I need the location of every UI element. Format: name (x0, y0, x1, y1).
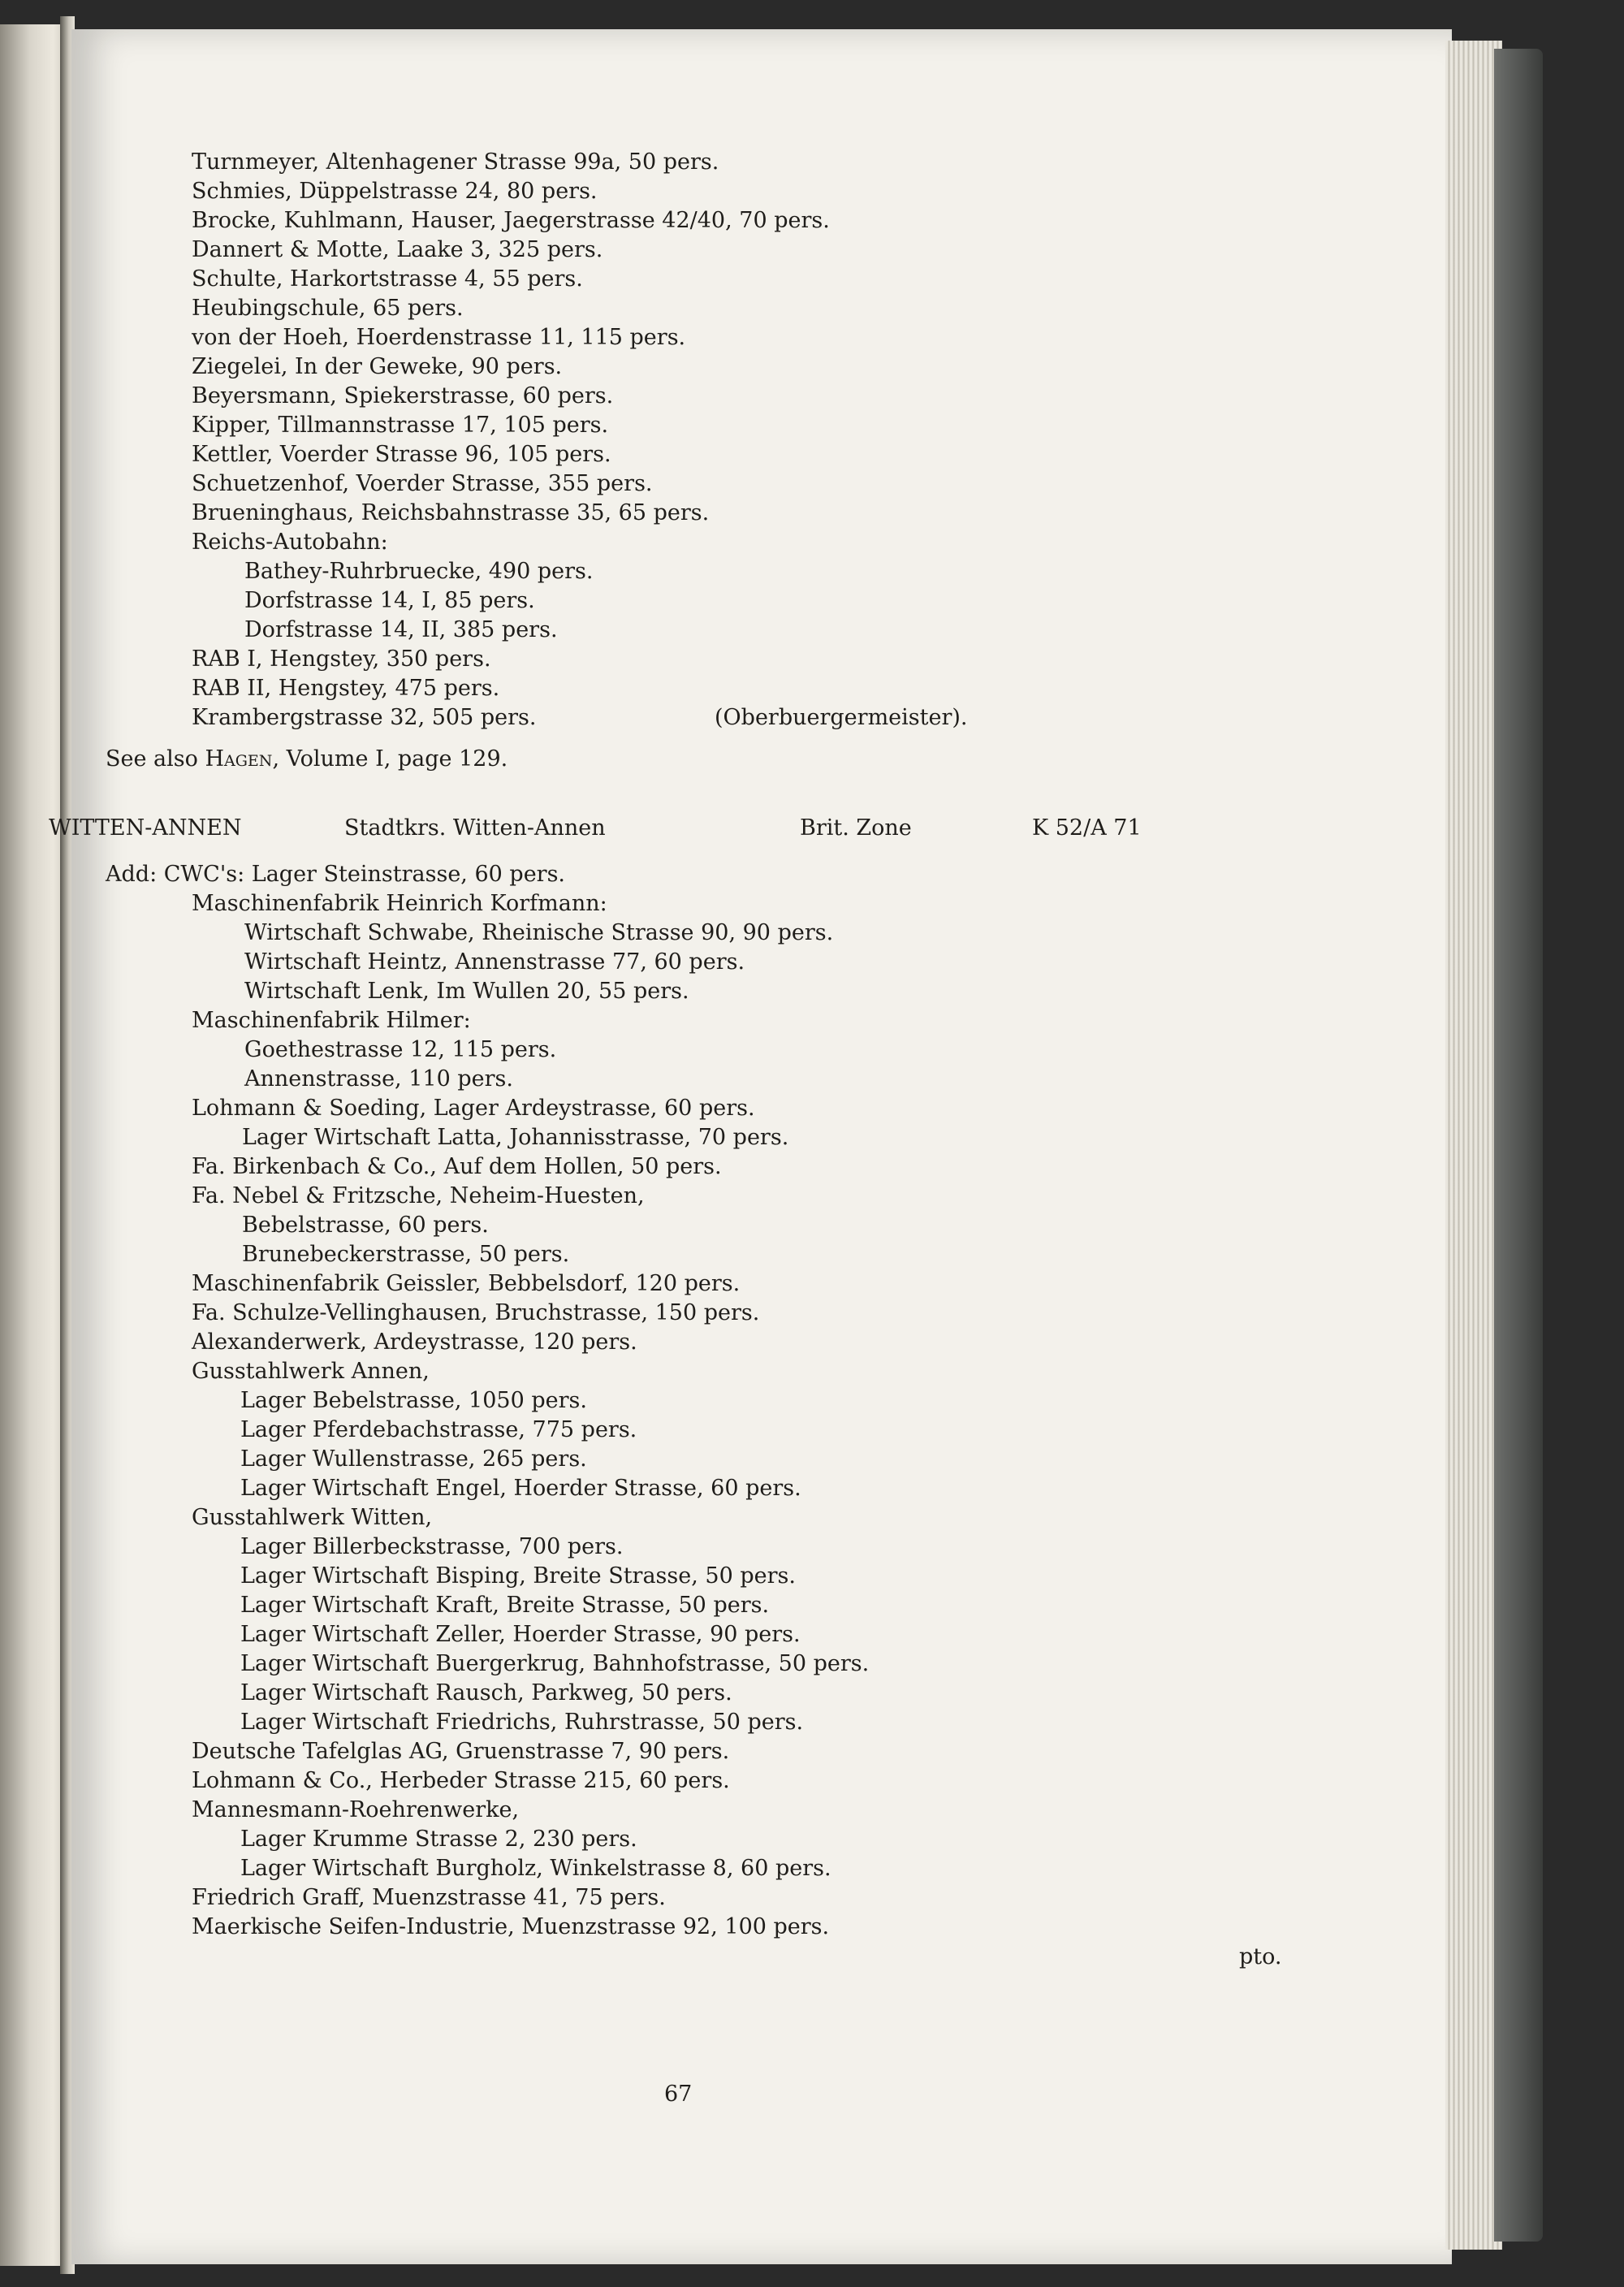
entry-line: von der Hoeh, Hoerdenstrasse 11, 115 pers. (192, 325, 686, 350)
entry-line: Lager Wirtschaft Kraft, Breite Strasse, 50 pers. (240, 1593, 770, 1618)
entry-line: Reichs-Autobahn: (192, 530, 388, 555)
entry-line: Dannert & Motte, Laake 3, 325 pers. (192, 237, 603, 262)
see-also-place: Hagen (205, 746, 273, 772)
entry-line: Lager Bebelstrasse, 1050 pers. (240, 1388, 587, 1413)
see-also-prefix: See also (106, 746, 198, 772)
entry-line: Fa. Birkenbach & Co., Auf dem Hollen, 50 pers. (192, 1154, 722, 1179)
entry-line: Brocke, Kuhlmann, Hauser, Jaegerstrasse 42/40, 70 pers. (192, 208, 830, 233)
entry-line: Brunebeckerstrasse, 50 pers. (242, 1242, 570, 1267)
please-turn-over: pto. (1239, 1944, 1282, 1969)
map-reference: K 52/A 71 (1032, 815, 1142, 841)
entry-line: Heubingschule, 65 pers. (192, 296, 464, 321)
entry-line: Lager Wirtschaft Buergerkrug, Bahnhofstrasse, 50 pers. (240, 1651, 870, 1676)
entry-line: Maerkische Seifen-Industrie, Muenzstrasse 92, 100 pers. (192, 1914, 830, 1939)
entry-line: Kettler, Voerder Strasse 96, 105 pers. (192, 442, 611, 467)
entry-line: Beyersmann, Spiekerstrasse, 60 pers. (192, 383, 614, 409)
entry-line: Lager Wirtschaft Burgholz, Winkelstrasse 8, 60 pers. (240, 1856, 831, 1881)
entry-line: Lohmann & Co., Herbeder Strasse 215, 60 pers. (192, 1768, 730, 1793)
entry-line: Lager Wirtschaft Bisping, Breite Strasse, 50 pers. (240, 1563, 796, 1589)
see-also-line (106, 746, 508, 773)
entry-line: Add: CWC's: Lager Steinstrasse, 60 pers. (106, 862, 566, 887)
district-name: Stadtkrs. Witten-Annen (344, 815, 606, 841)
entry-line: Annenstrasse, 110 pers. (244, 1066, 513, 1092)
entry-line: Lager Pferdebachstrasse, 775 pers. (240, 1417, 637, 1442)
entry-line: Lager Wirtschaft Rausch, Parkweg, 50 pers. (240, 1680, 732, 1706)
entry-line: Wirtschaft Lenk, Im Wullen 20, 55 pers. (244, 979, 689, 1004)
entry-line: Fa. Nebel & Fritzsche, Neheim-Huesten, (192, 1183, 645, 1208)
entry-line: Schulte, Harkortstrasse 4, 55 pers. (192, 266, 583, 292)
entry-line: Lager Wirtschaft Latta, Johannisstrasse, 70 pers. (242, 1125, 789, 1150)
book-cover-edge (1494, 49, 1543, 2242)
entry-line: Schuetzenhof, Voerder Strasse, 355 pers. (192, 471, 653, 496)
entry-line: Krambergstrasse 32, 505 pers. (192, 705, 537, 730)
place-heading: WITTEN-ANNEN (49, 815, 242, 841)
entry-line: Deutsche Tafelglas AG, Gruenstrasse 7, 90 pers. (192, 1739, 730, 1764)
entry-line: Dorfstrasse 14, II, 385 pers. (244, 617, 558, 642)
entry-line: Wirtschaft Heintz, Annenstrasse 77, 60 pers. (244, 949, 745, 975)
entry-line: Gusstahlwerk Witten, (192, 1505, 433, 1530)
entry-line: Dorfstrasse 14, I, 85 pers. (244, 588, 535, 613)
entry-line: Fa. Schulze-Vellinghausen, Bruchstrasse, 150 pers. (192, 1300, 760, 1325)
entry-line: Lager Wirtschaft Zeller, Hoerder Strasse, 90 pers. (240, 1622, 801, 1647)
entry-line: Alexanderwerk, Ardeystrasse, 120 pers. (192, 1329, 637, 1355)
entry-line: Lager Billerbeckstrasse, 700 pers. (240, 1534, 624, 1559)
entry-line: Mannesmann-Roehrenwerke, (192, 1797, 520, 1822)
entry-line: Maschinenfabrik Hilmer: (192, 1008, 471, 1033)
left-page-edge (0, 24, 67, 2266)
entry-line: Lohmann & Soeding, Lager Ardeystrasse, 60 pers. (192, 1096, 755, 1121)
entry-line: Bathey-Ruhrbruecke, 490 pers. (244, 559, 594, 584)
entry-line: RAB II, Hengstey, 475 pers. (192, 676, 500, 701)
entry-line: Goethestrasse 12, 115 pers. (244, 1037, 557, 1062)
entry-line: Lager Wullenstrasse, 265 pers. (240, 1446, 587, 1472)
entry-line: Gusstahlwerk Annen, (192, 1359, 430, 1384)
page-number: 67 (664, 2082, 693, 2107)
entry-line: Wirtschaft Schwabe, Rheinische Strasse 90, 90 pers. (244, 920, 834, 945)
source-note: (Oberbuergermeister). (715, 705, 968, 730)
entry-line: RAB I, Hengstey, 350 pers. (192, 646, 491, 672)
entry-line: Lager Krumme Strasse 2, 230 pers. (240, 1827, 637, 1852)
entry-line: Turnmeyer, Altenhagener Strasse 99a, 50 pers. (192, 149, 719, 175)
entry-line: Lager Wirtschaft Engel, Hoerder Strasse, 60 pers. (240, 1476, 801, 1501)
zone-label: Brit. Zone (800, 815, 912, 841)
entry-line: Maschinenfabrik Heinrich Korfmann: (192, 891, 607, 916)
entry-line: Brueninghaus, Reichsbahnstrasse 35, 65 pers. (192, 500, 710, 525)
entry-line: Friedrich Graff, Muenzstrasse 41, 75 pers. (192, 1885, 666, 1910)
entry-line: Ziegelei, In der Geweke, 90 pers. (192, 354, 563, 379)
entry-line: Schmies, Düppelstrasse 24, 80 pers. (192, 179, 598, 204)
entry-line: Bebelstrasse, 60 pers. (242, 1213, 489, 1238)
entry-line: Lager Wirtschaft Friedrichs, Ruhrstrasse, 50 pers. (240, 1710, 804, 1735)
entry-line: Kipper, Tillmannstrasse 17, 105 pers. (192, 413, 609, 438)
entry-line: Maschinenfabrik Geissler, Bebbelsdorf, 120 pers. (192, 1271, 741, 1296)
see-also-reference: , Volume I, page 129. (272, 746, 508, 772)
